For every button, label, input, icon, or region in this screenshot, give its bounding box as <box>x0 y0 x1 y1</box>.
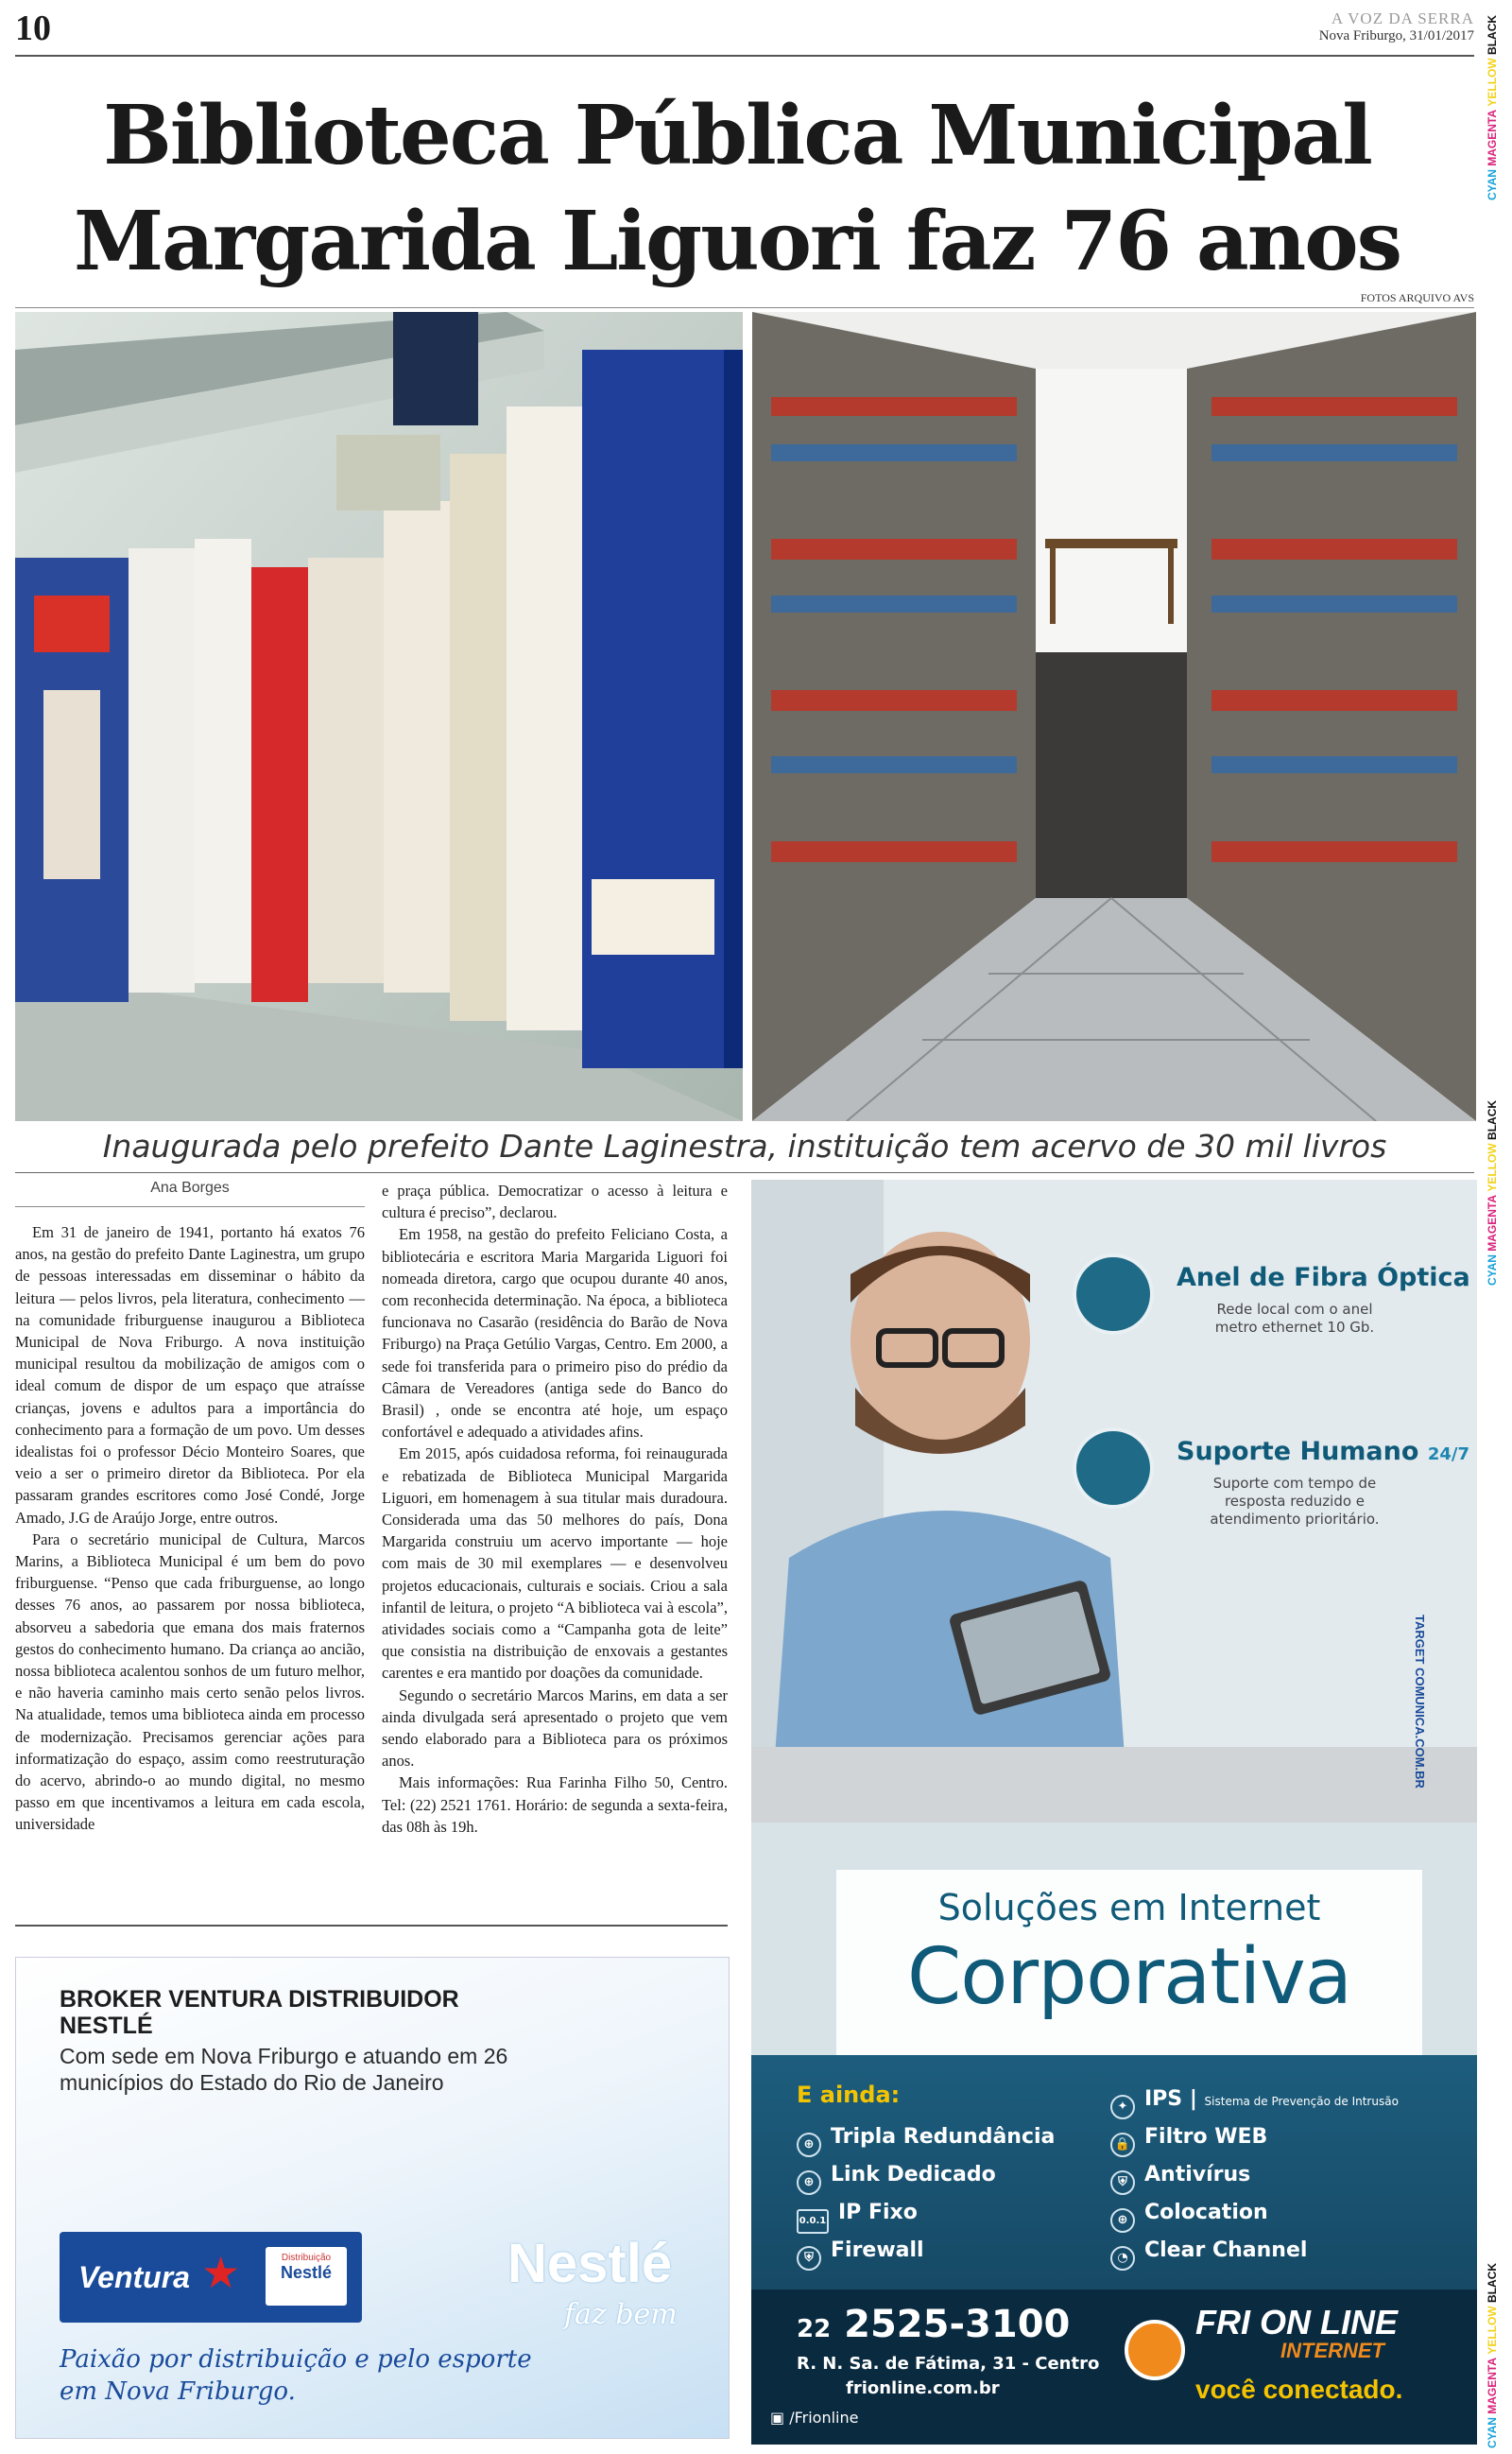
publication-name: A VOZ DA SERRA <box>1331 9 1474 27</box>
library-aisle-photo <box>752 312 1476 1121</box>
feature-support-247: 24/7 <box>1427 1444 1469 1464</box>
service-label: IP Fixo <box>838 2201 918 2224</box>
ventura-logo <box>60 2232 362 2323</box>
phone-prefix: 22 <box>797 2315 832 2343</box>
phone-number[interactable] <box>797 2303 1070 2346</box>
service-clear-channel <box>1110 2238 1307 2271</box>
feature-support-title <box>1177 1437 1469 1466</box>
frionline-ad[interactable] <box>751 1180 1477 2445</box>
cmyk-mark-top <box>1486 11 1506 200</box>
contact-footer <box>751 2290 1477 2445</box>
cmyk-black: BLACK <box>1486 1099 1499 1140</box>
cmyk-cyan: CYAN <box>1486 1254 1499 1286</box>
cmyk-yellow: YELLOW <box>1486 2306 1499 2355</box>
feature-fiber-desc: Rede local com o anel metro ethernet 10 Gb. <box>1214 1301 1375 1336</box>
shield-icon: ⛨ <box>1110 2170 1135 2195</box>
facebook-link[interactable] <box>770 2409 858 2427</box>
paragraph: Em 1958, na gestão do prefeito Feliciano Costa, a bibliotecária e escritora Maria Margarida Liguori foi nomeada diretora, cargo que ocupou durante 40 anos, com reconhecida determinação. Na época, a biblioteca funcionava no Casarão (residência do Barão de Nova Friburgo) na Praça Getúlio Vargas, Centro. Em 2000, a sede foi transferida para o primeiro piso do prédio da Câmara de Vereadores (antiga sede do Banco do Brasil) , onde se encontra até hoje, um espaço confortável e adequado a atividades afins. <box>382 1225 728 1442</box>
solucoes-line-1: Soluções em Internet <box>937 1887 1321 1928</box>
globe-icon: ⊕ <box>1110 2208 1135 2233</box>
paragraph: Em 31 de janeiro de 1941, portanto há exatos 76 anos, na gestão do prefeito Dante Laginestra, um grupo de pessoas interessadas em disseminar o hábito da leitura — pelos livros, pela literatura, conhecimento — na comunidade friburguense inaugurou a Biblioteca Municipal de Nova Friburgo. A nova instituição municipal resultou da mobilização de amigos com o ideal comum de dispor de um espaço que atraísse crianças, jovens e adultos para a importância do conhecimento para a formação de um povo. Um desses idealistas foi o professor Décio Monteiro Soares, que veio a ser o primeiro diretor da Biblioteca. Por ela passaram grandes escritores como José Condé, Jorge Amado, J.G de Araújo Jorge, entre outros. <box>15 1223 365 1527</box>
service-label: Tripla Redundância <box>831 2125 1056 2149</box>
service-label: Filtro WEB <box>1144 2125 1268 2149</box>
signal-icon: ◔ <box>1110 2246 1135 2271</box>
ventura-nestle-ad[interactable] <box>15 1957 730 2439</box>
nestle-logo: Nestlé <box>507 2233 673 2294</box>
masthead <box>1319 9 1474 44</box>
frionline-slogan: você conectado. <box>1195 2375 1403 2404</box>
frionline-brand-sub: INTERNET <box>1280 2339 1384 2362</box>
service-label: Firewall <box>831 2238 924 2262</box>
cmyk-magenta: MAGENTA <box>1486 1194 1499 1252</box>
article-column-2 <box>382 1180 728 1838</box>
e-ainda-label: E ainda: <box>797 2082 901 2108</box>
cmyk-black: BLACK <box>1486 2262 1499 2303</box>
facebook-handle: /Frionline <box>789 2409 859 2427</box>
service-filtro-web <box>1110 2125 1267 2157</box>
headline-line-2: Margarida Liguori faz 76 anos <box>73 194 1401 289</box>
article-headline <box>0 83 1474 295</box>
frionline-logo-icon <box>1125 2320 1185 2380</box>
ad-slogan: Paixão por distribuição e pelo esporte em Nova Friburgo. <box>60 2345 532 2406</box>
distribution-label: Distribuição <box>281 2253 332 2263</box>
fiber-ring-icon <box>1073 1253 1154 1335</box>
cmyk-mark-bottom <box>1486 2259 1506 2448</box>
page-number: 10 <box>15 9 51 48</box>
feature-support-desc: Suporte com tempo de resposta reduzido e atendimento prioritário. <box>1210 1475 1380 1528</box>
facebook-icon: ▣ <box>770 2409 785 2427</box>
nestle-tagline: faz bem <box>564 2298 678 2331</box>
ips-description: Sistema de Prevenção de Intrusão <box>1204 2095 1399 2108</box>
service-label: Antivírus <box>1144 2163 1251 2186</box>
paragraph: Em 2015, após cuidadosa reforma, foi reinaugurada e rebatizada de Biblioteca Municipal Margarida Liguori, em homenagem à sua titular mais duradoura. Considerada uma das 50 melhores do país, Dona Margarida construiu um acervo importante — hoje com mais de 30 mil exemplares — e desenvolveu projetos educacionais, culturais e sociais. Criou a sala infantil de leitura, o projeto “A biblioteca vai à escola”, atividades sociais como a “Campanha gota de leite” que consistia na distribuição de enxovais a gestantes carentes e era mantido por doações da comunidade. <box>382 1444 728 1683</box>
books-closeup-photo <box>15 312 743 1121</box>
byline-rule <box>15 1206 365 1207</box>
service-label: IPS | <box>1144 2087 1197 2111</box>
library-aisle-illustration <box>752 312 1476 1121</box>
ad-subtitle: Com sede em Nova Friburgo e atuando em 26 municípios do Estado do Rio de Janeiro <box>60 2044 508 2095</box>
books-closeup-illustration <box>15 312 743 1121</box>
feature-support-label: Suporte Humano <box>1177 1437 1419 1466</box>
star-icon: ★ <box>201 2247 241 2298</box>
ip-icon: 0.0.1 <box>797 2209 829 2234</box>
globe-icon: ⊕ <box>797 2170 821 2195</box>
cmyk-cyan: CYAN <box>1486 2417 1499 2448</box>
shield-icon: ⛨ <box>797 2246 821 2271</box>
support-headset-icon <box>1073 1427 1154 1509</box>
article-end-rule <box>15 1925 728 1927</box>
credit-rule <box>15 307 1474 308</box>
ad-title: BROKER VENTURA DISTRIBUIDOR NESTLÉ <box>60 1986 459 2039</box>
article-column-1 <box>15 1221 365 1836</box>
solucoes-line-2: Corporativa <box>906 1932 1352 2022</box>
photo-caption: Inaugurada pelo prefeito Dante Laginestra, instituição tem acervo de 30 mil livros <box>102 1128 1387 1165</box>
service-firewall <box>797 2238 924 2271</box>
cmyk-black: BLACK <box>1486 14 1499 55</box>
cmyk-mark-middle <box>1486 1097 1506 1286</box>
website-link[interactable]: frionline.com.br <box>846 2378 1000 2398</box>
paragraph: Para o secretário municipal de Cultura, Marcos Marins, a Biblioteca Municipal é um bem do povo friburguense. “Penso que cada friburguense, ao longo desses 76 anos, ao passarem por nossa biblioteca, absorveu a sabedoria que emana dos mais fraternos gestos do conhecimento humano. Da criança ao ancião, nossa biblioteca acalentou sonhos de um futuro melhor, e não haveria caminho mais certo senão pelos livros. Na atualidade, temos uma biblioteca ainda em processo de modernização. Precisamos gerenciar ações para informatização do espaço, assim como reestruturação do acervo, abrindo-o ao mundo digital, no mesmo passo em que incentivamos a leitura em cada escola, universidade <box>15 1529 365 1834</box>
frionline-brand: FRI ON LINE <box>1195 2303 1398 2342</box>
cmyk-magenta: MAGENTA <box>1486 2357 1499 2414</box>
address: R. N. Sa. de Fátima, 31 - Centro <box>797 2354 1100 2374</box>
paragraph: e praça pública. Democratizar o acesso à leitura e cultura é preciso”, declarou. <box>382 1182 728 1222</box>
photo-credit: FOTOS ARQUIVO AVS <box>1360 291 1474 304</box>
date-line: Nova Friburgo, 31/01/2017 <box>1318 28 1474 43</box>
nestle-distribution-badge <box>266 2247 347 2306</box>
service-colocation <box>1110 2201 1268 2233</box>
paragraph: Mais informações: Rua Farinha Filho 50, Centro. Tel: (22) 2521 1761. Horário: de segunda a sexta-feira, das 08h às 19h. <box>382 1773 728 1836</box>
feature-fiber-title: Anel de Fibra Óptica <box>1177 1263 1470 1292</box>
agency-credit: TARGET COMUNICA.COM.BR <box>1413 1615 1427 1789</box>
service-label: Colocation <box>1144 2201 1268 2224</box>
service-label: Link Dedicado <box>831 2163 996 2186</box>
service-ips <box>1110 2087 1399 2119</box>
service-label: Clear Channel <box>1144 2238 1308 2262</box>
service-tripla-redundancia <box>797 2125 1055 2157</box>
nestle-small-logo: Nestlé <box>280 2263 333 2282</box>
lock-icon: 🔒 <box>1110 2133 1135 2157</box>
cmyk-cyan: CYAN <box>1486 169 1499 200</box>
service-link-dedicado <box>797 2163 996 2195</box>
phone-digits: 2525-3100 <box>844 2303 1071 2346</box>
service-ip-fixo <box>797 2201 918 2234</box>
paragraph: Segundo o secretário Marcos Marins, em data a ser ainda divulgada será apresentado o projeto que vem sendo elaborado para a Biblioteca para os próximos anos. <box>382 1685 728 1771</box>
service-antivirus <box>1110 2163 1250 2195</box>
ventura-brand: Ventura <box>78 2260 190 2294</box>
caption-rule <box>15 1172 1474 1173</box>
magic-wand-icon: ✦ <box>1110 2095 1135 2119</box>
header-rule <box>15 55 1474 57</box>
cmyk-yellow: YELLOW <box>1486 1143 1499 1192</box>
globe-icon: ⊕ <box>797 2133 821 2157</box>
headline-line-1: Biblioteca Pública Municipal <box>103 88 1371 183</box>
cmyk-yellow: YELLOW <box>1486 58 1499 107</box>
cmyk-magenta: MAGENTA <box>1486 109 1499 166</box>
author-byline: Ana Borges <box>150 1180 230 1196</box>
